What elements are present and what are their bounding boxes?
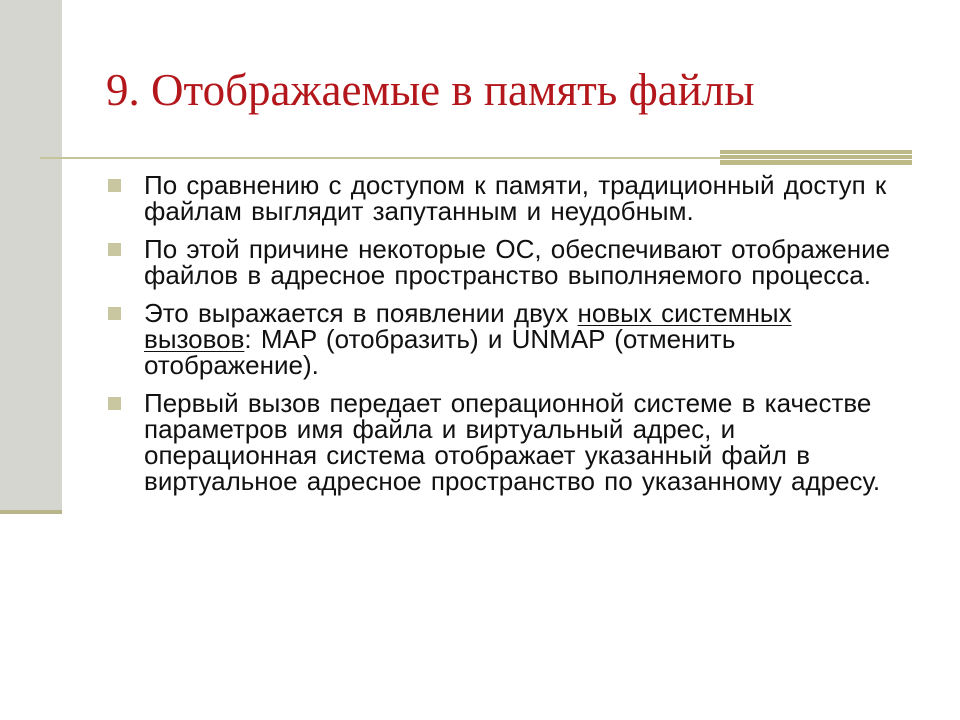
- square-bullet-icon: [108, 307, 121, 320]
- left-decor-band: [0, 0, 62, 512]
- square-bullet-icon: [108, 397, 121, 410]
- left-decor-band-edge: [0, 510, 62, 514]
- bullet-item: [108, 236, 898, 288]
- square-bullet-icon: [108, 243, 121, 256]
- bullet-text: По этой причине некоторые ОС, обеспечивают отображение файлов в адресное пространство выполняемого процесса.: [144, 234, 891, 290]
- bullet-item: [108, 300, 898, 378]
- bullet-item: [108, 172, 898, 224]
- bullet-text-after: : MAP (отобразить) и UNMAP (отменить отображение).: [144, 324, 736, 380]
- bullet-list: [108, 172, 898, 506]
- bullet-text-before: Это выражается в появлении двух: [144, 298, 578, 328]
- square-bullet-icon: [108, 179, 121, 192]
- new-system-calls-link[interactable]: новых системных вызовов: [144, 298, 792, 354]
- bullet-text: По сравнению с доступом к памяти, традиционный доступ к файлам выглядит запутанным и неудобным.: [144, 170, 887, 226]
- bullet-item: [108, 390, 898, 494]
- slide-title: 9. Отображаемые в память файлы: [106, 65, 755, 115]
- title-accent-bar: [720, 150, 912, 165]
- bullet-text: Первый вызов передает операционной системе в качестве параметров имя файла и виртуальный адрес, и операционная система отображает указанный файл в виртуальное адресное пространство по указанному адресу.: [144, 388, 881, 496]
